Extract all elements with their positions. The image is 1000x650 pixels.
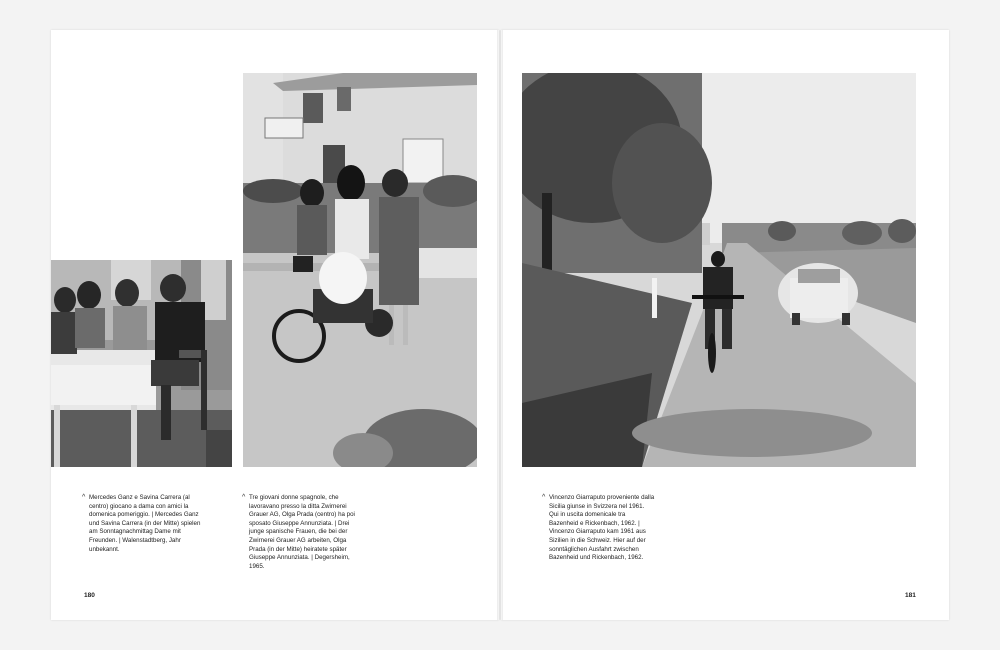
caption-german: Vincenzo Giarraputo kam 1961 aus Sizilien in die Schweiz. Hier auf der sonntäglichen Ausfahrt zwischen Bazenheid und Rickenbach, 1962. bbox=[549, 528, 646, 562]
caption-marker-icon: ^ bbox=[82, 494, 86, 501]
caption-german: Mercedes Ganz und Savina Carrera (in der Mitte) spielen am Sonntagnachmittag Dame mit Freunden. bbox=[89, 511, 201, 544]
photo-cyclist-road bbox=[522, 73, 916, 467]
caption-german: Drei junge spanische Frauen, die bei der Zwirnerei Grauer AG arbeiten, Olga Prada (in der Mitte) heiratete später Giuseppe Annunziata. bbox=[249, 519, 350, 562]
caption-separator: | bbox=[151, 511, 154, 519]
caption-text bbox=[549, 494, 655, 563]
caption-marker-icon: ^ bbox=[542, 494, 546, 501]
caption-marker-icon: ^ bbox=[242, 494, 246, 501]
book-gutter bbox=[497, 30, 503, 620]
caption-cyclist bbox=[542, 494, 655, 563]
caption-place-date: Degersheim, 1965. bbox=[249, 554, 350, 570]
caption-separator: | bbox=[118, 536, 121, 544]
caption-text bbox=[249, 494, 361, 571]
photo-women-motorbike bbox=[243, 73, 477, 467]
caption-women-motorbike bbox=[242, 494, 361, 571]
caption-separator: | bbox=[334, 519, 337, 527]
caption-place-date: Walenstadtberg, Jahr unbekannt. bbox=[89, 536, 181, 553]
caption-italian: Vincenzo Giarraputo proveniente dalla Sicilia giunse in Svizzera nel 1961. Qui in uscita domenicale tra Bazenheid e Rickenbach, 1962. bbox=[549, 494, 655, 527]
caption-checkers bbox=[82, 494, 207, 554]
page-number-left: 180 bbox=[84, 592, 95, 599]
caption-text bbox=[89, 494, 207, 554]
caption-separator: | bbox=[311, 554, 313, 562]
page-number-right: 181 bbox=[905, 592, 916, 599]
caption-italian: Mercedes Ganz e Savina Carrera (al centro) giocano a dama con amici la domenica pomeriggio. bbox=[89, 494, 190, 519]
caption-separator: | bbox=[638, 519, 640, 527]
caption-italian: Tre giovani donne spagnole, che lavoravano presso la ditta Zwirnerei Grauer AG, Olga Prada (centro) ha poi sposato Giuseppe Annunziata. bbox=[249, 494, 355, 527]
photo-checkers-game bbox=[51, 260, 232, 467]
